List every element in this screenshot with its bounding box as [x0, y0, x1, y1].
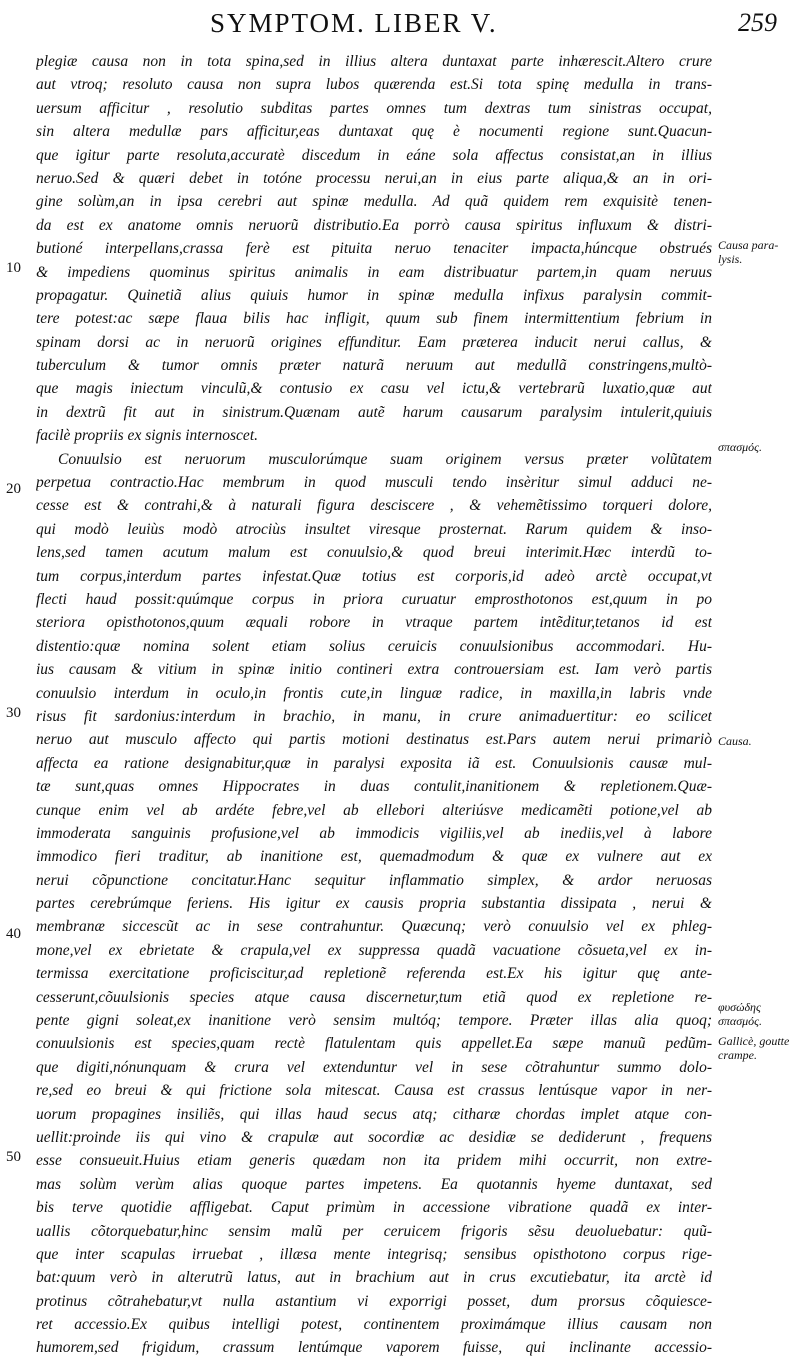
- text-line: partes cerebrúmque feriens. His igitur ex causis propria substantia dissipata , nerui &: [36, 895, 712, 913]
- text-line: spinam dorsi ac in neruorũ origines effunditur. Eam præterea inducit nerui callus, &: [36, 333, 712, 351]
- text-line: protinus cõtrahebatur,vt nulla astantium vi exporrigi posset, dum prorsus cõquiesce-: [36, 1292, 712, 1310]
- text-line: distentio:quæ nomina solent etiam solius ceruicis conuulsionibus accommodari. Hu-: [36, 637, 712, 655]
- body-text: [36, 50, 712, 1360]
- margin-note: Causa para-lysis.: [718, 238, 779, 266]
- text-line: uellit:proinde iis qui vino & crapulæ aut socordiæ ac desidiæ se dediderunt , frequens: [36, 1128, 712, 1146]
- text-line: aut vtroq; resoluto causa non supra lubos quærenda est.Si tota spinę medulla in trans-: [36, 76, 712, 94]
- text-line: mone,vel ex ebrietate & crapula,vel ex suppressa quadã vacuatione cõsueta,vel ex in-: [36, 941, 712, 959]
- text-line: ius causam & vitium in spinæ initio contineri extra controuersiam est. Iam verò partis: [36, 661, 712, 679]
- text-line: membranæ siccescũt ac in sese contrahuntur. Quæcunq; verò conuulsio vel ex phleg-: [36, 918, 712, 936]
- page-number: 259: [738, 8, 777, 37]
- text-line: humorem,sed frigidum, crassum lentúmque vaporem fuisse, qui inclinante accessio-: [36, 1339, 712, 1357]
- margin-note: Causa.: [718, 734, 752, 748]
- text-line: propagatur. Quinetiã alius quiuis humor in spinæ medulla infixus paralysin commit-: [36, 286, 712, 304]
- text-line: bat:quum verò in alterutrũ latus, aut in brachium aut in crus excutiebatur, ita arctè id: [36, 1269, 712, 1287]
- text-line: mas solùm verùm alias quoque partes impetens. Ea quotannis hyeme duntaxat, sed: [36, 1175, 712, 1193]
- text-line: que igitur parte resoluta,accuratè discedum in eáne sola affectus consistat,an in illius: [36, 146, 712, 164]
- text-line: neruo aut musculo affecto qui partis motioni destinatus est.Pars autem nerui primariò: [36, 731, 712, 749]
- text-line: Conuulsio est neruorum musculorúmque suam originem versus præter volũtatem: [58, 450, 712, 468]
- text-line: cunque enim vel ab ardéte febre,vel ab ellebori alteriúsve medicamẽti potione,vel ab: [36, 801, 712, 819]
- margin-note: φυσώδης σπασμός.: [718, 1000, 763, 1028]
- text-line: tum corpus,interdum partes infestat.Quæ totius est corporis,id adeò arctè occupat,vt: [36, 567, 712, 585]
- text-line: facilè propriis ex signis internoscet.: [36, 427, 258, 445]
- text-line: flecti haud possit:quúmque corpus in priora curuatur emprosthotonos est,quum in po: [36, 590, 712, 608]
- text-line: da est ex anatome omnis neruorũ distributio.Ea porrò causa spiritus influxum & distri-: [36, 216, 712, 234]
- text-line: uallis cõtorquebatur,hinc sensim malũ per ceruicem frigoris sẽsu deuoluebatur: quũ-: [36, 1222, 712, 1240]
- text-line: bis terve quotidie affligebat. Caput primùm in accessione vibratione quadã ex inter-: [36, 1199, 712, 1217]
- text-line: plegiæ causa non in tota spina,sed in illius altera duntaxat parte inhærescit.Altero crure: [36, 53, 712, 70]
- text-line: qui modò leuiùs modò atrociùs insultet viresque prosternat. Rarum quidem & inso-: [36, 520, 712, 538]
- text-line: que inter scapulas irruebat , illæsa mente integrisq; sensibus opisthotono corpus rige-: [36, 1245, 712, 1263]
- line-number: 50: [6, 1149, 21, 1165]
- line-number: 10: [6, 260, 21, 276]
- text-line: & impediens quominus spiritus animalis in eam distribuatur partem,in quam neruus: [36, 263, 712, 281]
- text-line: conuulsio interdum in oculo,in frontis cute,in linguæ radice, in maxilla,in labris vnde: [36, 684, 712, 702]
- text-line: tæ sunt,quas omnes Hippocrates in duas contulit,inanitionem & repletionem.Quæ-: [36, 778, 712, 796]
- running-header: SYMPTOM. LIBER V.: [210, 8, 498, 38]
- text-line: perpetua contractio.Hac membrum in quod musculi tendo insèritur simul adduci ne-: [36, 474, 712, 492]
- text-line: cesse est & contrahi,& à naturali figura desciscere , & vehemẽtissimo torqueri dolore,: [36, 497, 712, 515]
- text-line: ret accessio.Ex quibus intelligi potest, continentem proximámque illius causam non: [36, 1316, 712, 1334]
- text-line: uersum afficitur , resolutio subditas partes omnes tum dextras tum sinistras occupat,: [36, 99, 712, 117]
- text-line: que magis iniectum vinculũ,& contusio ex casu vel ictu,& vertebrarũ luxatio,quæ aut: [36, 380, 712, 398]
- text-line: lens,sed tamen acutum malum est conuulsio,& quod breui interimit.Hæc interdũ to-: [36, 544, 712, 562]
- text-line: pente gigni soleat,ex inanitione verò sensim multóq; tempore. Præter illas alia quoq;: [36, 1012, 712, 1030]
- margin-note: Gallicè, goutte crampe.: [718, 1034, 790, 1062]
- text-line: nerui cõpunctione concitatur.Hanc sequitur inflammatio simplex, & ardor neruosas: [36, 871, 712, 889]
- text-line: steriora opisthotonos,quum æquali robore in vtraque partem intẽditur,tetanos id est: [36, 614, 712, 632]
- text-line: esse consueuit.Huius etiam generis quædam non ita pridem mihi occurrit, non extre-: [36, 1152, 712, 1170]
- text-line: conuulsionis est species,quam rectè flatulentam quis appellet.Ea sæpe manuũ pedũm-: [36, 1035, 712, 1053]
- text-line: tere potest:ac sæpe flaua bilis hac infligit, quum sub finem intermittentium febrium in: [36, 310, 712, 328]
- line-number: 30: [6, 705, 21, 721]
- line-number: 20: [6, 481, 21, 497]
- text-line: in dextrũ fit aut in sinistrum.Quænam autẽ harum causarum paralysim intulerit,quiuis: [36, 403, 712, 421]
- text-line: tuberculum & tumor omnis præter naturã neruum aut medullã constringens,multò-: [36, 357, 712, 375]
- text-line: uorum propagines insiliẽs, qui illas haud secus atq; citharæ chordas implet atque con-: [36, 1105, 712, 1123]
- text-line: affecta ea ratione designabitur,quæ in paralysi exposita iã est. Conuulsionis causæ mul-: [36, 754, 712, 772]
- text-line: termissa exercitatione proficiscitur,ad repletionẽ referenda est.Ex his igitur quę ante-: [36, 965, 712, 983]
- text-line: immoderata sanguinis profusione,vel ab immodicis vigiliis,vel ab inediis,vel à labore: [36, 824, 712, 842]
- text-line: que digiti,nónunquam & crura vel extenduntur vel in sese cõtrahuntur summo dolo-: [36, 1058, 712, 1076]
- text-line: butioné interpellans,crassa ferè est pituita neruo tenaciter impacta,húncque obstrués: [36, 240, 712, 258]
- text-line: risus fit sardonius:interdum in brachio, in manu, in crure animaduertitur: eo scilicet: [36, 707, 712, 725]
- text-line: gine solùm,an in ipsa cerebri aut spinæ medulla. Ad quã quidem rem exquisitè tenen-: [36, 193, 712, 211]
- text-line: immodico fieri traditur, ab inanitione est, quemadmodum & quæ ex vulnere aut ex: [36, 848, 712, 866]
- text-line: cesserunt,cõuulsionis species atque causa discernetur,tum etiã quod ex repletione re-: [36, 988, 712, 1006]
- text-line: sin altera medullæ pars afficitur,eas duntaxat quę è nocumenti regione sunt.Quacun-: [36, 123, 712, 141]
- line-number: 40: [6, 926, 21, 942]
- margin-note: σπασμός.: [718, 440, 763, 454]
- text-line: re,sed eo breui & qui frictione sola mitescat. Causa est crassus lentúsque vapor in ner-: [36, 1082, 712, 1100]
- text-line: neruo.Sed & quæri debet in totóne processu nerui,an in eius parte aliqua,& an in ori-: [36, 169, 712, 187]
